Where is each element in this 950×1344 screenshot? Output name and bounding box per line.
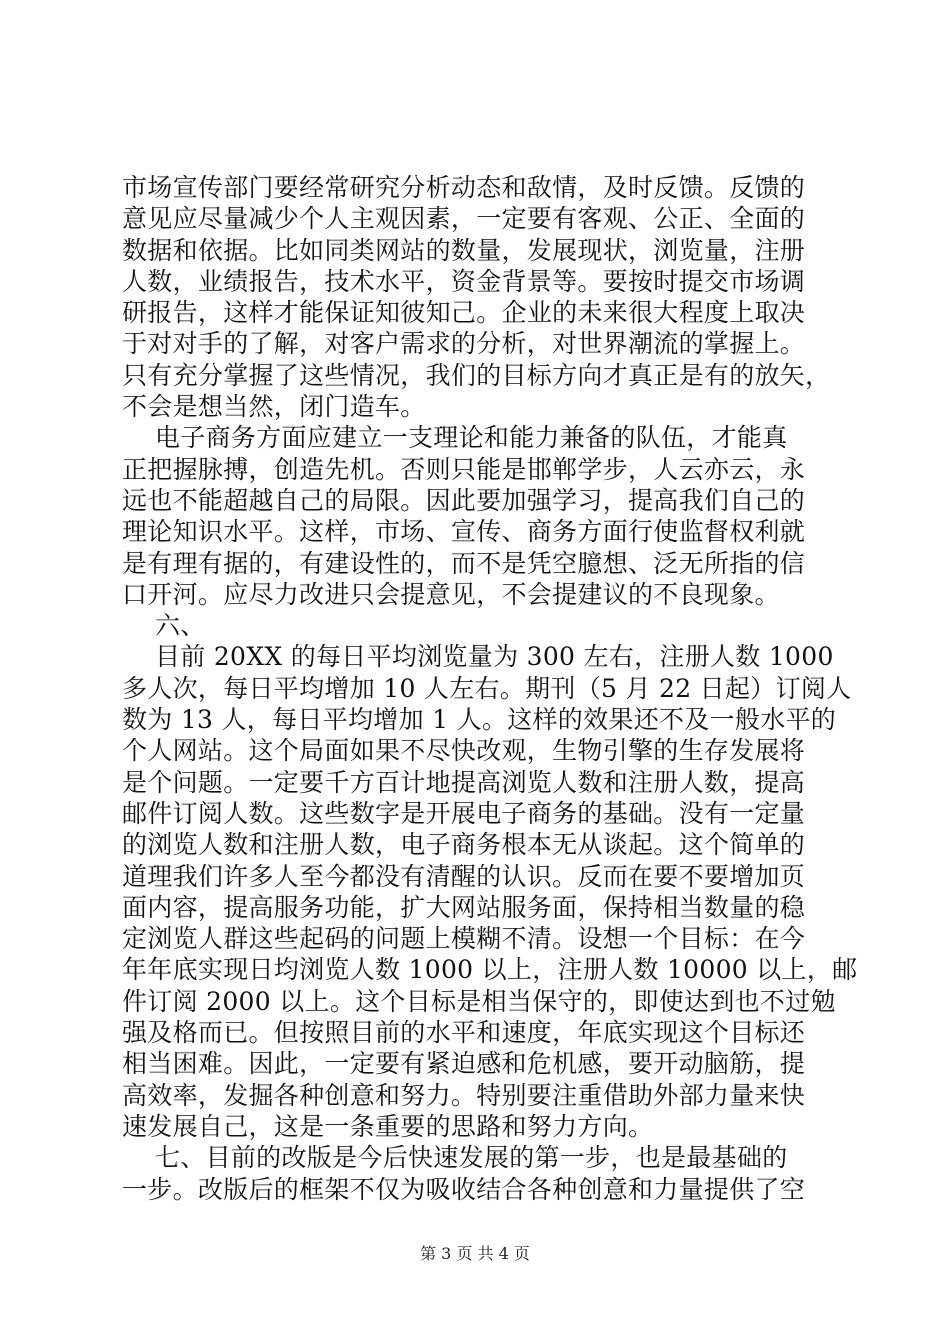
text-line: 高效率，发掘各种创意和努力。特别要注重借助外部力量来快 <box>122 1080 806 1110</box>
text-line: 于对对手的了解，对客户需求的分析，对世界潮流的掌握上。 <box>122 329 806 359</box>
text-line: 市场宣传部门要经常研究分析动态和敌情，及时反馈。反馈的 <box>122 173 806 202</box>
text-line: 远也不能超越自己的局限。因此要加强学习，提高我们自己的 <box>122 485 806 515</box>
text-line: 数为 13 人，每日平均增加 1 人。这样的效果还不及一般水平的 <box>122 705 837 735</box>
text-line: 年年底实现日均浏览人数 1000 以上，注册人数 10000 以上，邮 <box>122 955 858 985</box>
text-line: 七、目前的改版是今后快速发展的第一步，也是最基础的 <box>122 1143 788 1173</box>
text-line: 口开河。应尽力改进只会提意见，不会提建议的不良现象。 <box>122 579 780 609</box>
text-line: 强及格而已。但按照目前的水平和速度，年底实现这个目标还 <box>122 1018 806 1048</box>
text-line: 只有充分掌握了这些情况，我们的目标方向才真正是有的放矢， <box>122 360 831 390</box>
text-line: 道理我们许多人至今都没有清醒的认识。反而在要不要增加页 <box>122 861 806 891</box>
text-line: 速发展自己，这是一条重要的思路和努力方向。 <box>122 1111 654 1141</box>
text-line: 六、 <box>122 611 206 641</box>
body-text <box>122 172 858 1205</box>
text-line: 是有理有据的，有建设性的，而不是凭空臆想、泛无所指的信 <box>122 548 806 578</box>
text-line: 数据和依据。比如同类网站的数量，发展现状，浏览量，注册 <box>122 235 806 265</box>
text-line: 的浏览人数和注册人数，电子商务根本无从谈起。这个简单的 <box>122 830 806 860</box>
text-line: 意见应尽量减少个人主观因素，一定要有客观、公正、全面的 <box>122 204 806 234</box>
page-footer: 第 3 页 共 4 页 <box>420 1244 530 1263</box>
text-line: 定浏览人群这些起码的问题上模糊不清。设想一个目标：在今 <box>122 924 806 954</box>
text-line: 面内容，提高服务功能，扩大网站服务面，保持相当数量的稳 <box>122 892 806 922</box>
text-line: 理论知识水平。这样，市场、宣传、商务方面行使监督权利就 <box>122 517 806 547</box>
text-line: 研报告，这样才能保证知彼知己。企业的未来很大程度上取决 <box>122 298 806 328</box>
text-line: 正把握脉搏，创造先机。否则只能是邯郸学步，人云亦云，永 <box>122 454 806 484</box>
text-line: 件订阅 2000 以上。这个目标是相当保守的，即使达到也不过勉 <box>122 986 836 1016</box>
text-line: 电子商务方面应建立一支理论和能力兼备的队伍，才能真 <box>122 423 788 453</box>
text-line: 一步。改版后的框架不仅为吸收结合各种创意和力量提供了空 <box>122 1174 806 1204</box>
text-line: 相当困难。因此，一定要有紧迫感和危机感，要开动脑筋，提 <box>122 1049 806 1079</box>
text-line: 多人次，每日平均增加 10 人左右。期刊（5 月 22 日起）订阅人 <box>122 673 852 703</box>
text-line: 邮件订阅人数。这些数字是开展电子商务的基础。没有一定量 <box>122 798 806 828</box>
text-line: 个人网站。这个局面如果不尽快改观，生物引擎的生存发展将 <box>122 736 806 766</box>
text-line: 目前 20XX 的每日平均浏览量为 300 左右，注册人数 1000 <box>122 642 834 672</box>
text-line: 是个问题。一定要千方百计地提高浏览人数和注册人数，提高 <box>122 767 806 797</box>
text-line: 人数，业绩报告，技术水平，资金背景等。要按时提交市场调 <box>122 266 806 296</box>
text-line: 不会是想当然，闭门造车。 <box>122 392 426 422</box>
